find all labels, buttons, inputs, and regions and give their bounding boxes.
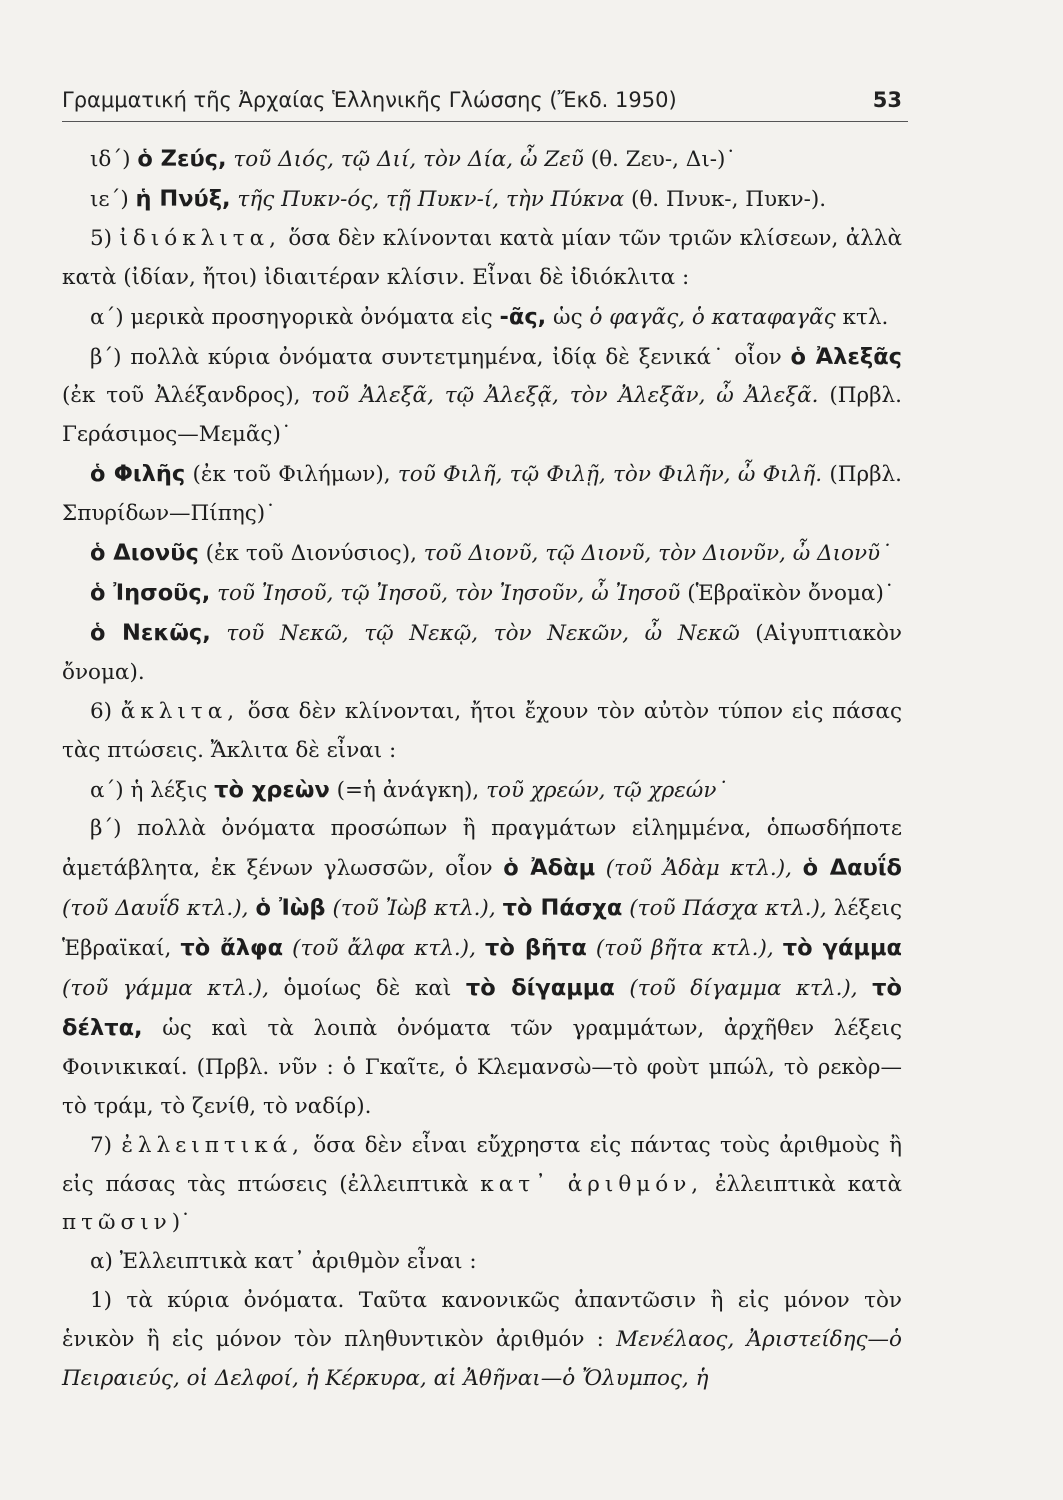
text: ὅσα δὲν εἶναι εὔχρηστα εἰς πάντας τοὺς ἀριθμοὺς ἢ εἰς πάσας τὰς πτώσεις (ἐλλειπτικὰ [62,1132,902,1197]
paragraph [62,455,902,534]
text: ὅσα δὲν κλίνονται, ἤτοι ἔχουν τὸν αὐτὸν τύπον εἰς πάσας τὰς πτώσεις. Ἄκλιτα δὲ εἶναι : [62,698,902,763]
text: 6) [90,698,121,724]
text: (ἐκ τοῦ Φιλήμων), [185,462,398,488]
headword: τὸ δίγαμμα [465,975,615,1002]
paragraph [62,771,902,811]
headword: τὸ ἄλφα [180,935,284,962]
text: (Πρβλ. Γεράσιμος—Μεμᾶς)˙ [62,383,902,448]
paragraph [62,1282,902,1399]
spaced-term: ἄκλιτα, [120,698,240,724]
header-title: Γραμματική τῆς Ἀρχαίας Ἑλληνικῆς Γλώσσης (Ἔκδ. 1950) [62,88,677,112]
text: β΄) πολλὰ κύρια ὀνόματα συντετμημένα, ἰδίᾳ δὲ ξενικά˙ οἷον [90,344,791,370]
text: τοῦ Διονῦ, τῷ Διονῦ, τὸν Διονῦν, ὦ Διονῦ˙ [423,541,891,567]
text: 7) [90,1132,122,1158]
text: α΄) μερικὰ προσηγορικὰ ὀνόματα εἰς [90,304,500,330]
text: (τοῦ Ἰὼβ κτλ.), [325,896,503,922]
headword: τὸ βῆτα [484,935,587,962]
text: α΄) ἡ λέξις [90,777,215,803]
text: λέξεις Ἑβραϊκαί, [62,896,902,962]
headword: τὸ Πάσχα [502,895,623,922]
paragraph [62,140,902,180]
text: κτλ. [835,304,889,330]
paragraph [62,338,902,456]
text: Μενέλαος, Ἀριστείδης—ὁ Πειραιεύς, οἱ Δελφοί, ἡ Κέρκυρα, αἱ Ἀθῆναι—ὁ Ὄλυμπος, ἡ [62,1327,902,1392]
headword: ὁ Ζεύς, [137,146,227,172]
text: α) Ἐλλειπτικὰ κατ᾽ ἀριθμὸν εἶναι : [90,1249,477,1275]
text: ὁ φαγᾶς, ὁ καταφαγᾶς [589,304,836,330]
main-text [62,140,902,1399]
text: τοῦ Ἀλεξᾶ, τῷ Ἀλεξᾷ, τὸν Ἀλεξᾶν, ὦ Ἀλεξᾶ. [311,383,819,409]
text: ὡς [546,304,590,330]
page-number: 53 [872,88,902,112]
running-header [62,88,902,112]
text: )˙ [171,1210,191,1236]
text: (Αἰγυπτιακὸν ὄνομα). [62,620,903,685]
headword: ὁ Ἀλεξᾶς [790,343,902,370]
paragraph [62,180,902,220]
paragraph [62,810,902,1126]
paragraph [62,534,902,574]
text: (Πρβλ. Σπυρίδων—Πίπης)˙ [62,462,902,527]
text: 5) [90,225,120,251]
spaced-term: πτῶσιν [62,1210,172,1236]
text: τῆς Πυκν-ός, τῇ Πυκν-ί, τὴν Πύκνα [230,186,625,212]
text: τοῦ Φιλῆ, τῷ Φιλῇ, τὸν Φιλῆν, ὦ Φιλῆ. [397,462,823,488]
headword: τὸ δέλτα, [62,975,902,1041]
text: (τοῦ γάμμα κτλ.), [62,976,284,1002]
headword: ὁ Ἰησοῦς, [90,579,211,606]
paragraph [62,574,902,614]
text: (τοῦ δίγαμμα κτλ.), [614,976,873,1002]
headword: ἡ Πνύξ, [135,185,231,212]
text: τοῦ Διός, τῷ Διί, τὸν Δία, ὦ Ζεῦ [226,147,584,172]
paragraph [62,614,902,693]
text: (θ. Πνυκ-, Πυκν-). [624,186,827,212]
text: ιε΄) [90,186,136,212]
text: (τοῦ βῆτα κτλ.), [586,936,783,962]
text: ιδ΄) [90,147,138,172]
headword: -ᾶς, [499,303,547,330]
text: (ἐκ τοῦ Διονύσιος), [198,541,424,567]
headword: ὁ Δαυΐδ [802,855,902,882]
headword: ὁ Ἀδὰμ [503,855,596,882]
text: 1) τὰ κύρια ὀνόματα. Ταῦτα κανονικῶς ἀπαντῶσιν ἢ εἰς μόνον τὸν ἑνικὸν ἢ εἰς μόνον τὸν πληθυντικὸν ἀριθμόν : [62,1288,902,1353]
text: τοῦ χρεών, τῷ χρεών˙ [486,777,728,803]
paragraph [62,1243,902,1282]
text: ὡς καὶ τὰ λοιπὰ ὀνόματα τῶν γραμμάτων, ἀρχῆθεν λέξεις Φοινικικαί. (Πρβλ. νῦν : ὁ Γκαῖτε, ὁ Κλεμανσὼ—τὸ φοὺτ μπώλ, τὸ ρεκὸρ—τὸ τράμ, τὸ ζενίθ, τὸ ναδίρ). [62,1015,902,1119]
text: ὁμοίως δὲ καὶ [283,976,466,1002]
text: (τοῦ Δαυΐδ κτλ.), [62,896,256,922]
paragraph [62,220,902,298]
paragraph [62,298,902,338]
headword: ὁ Φιλῆς [90,461,186,488]
text: τοῦ Νεκῶ, τῷ Νεκῷ, τὸν Νεκῶν, ὦ Νεκῶ [210,620,740,646]
text: (τοῦ ἄλφα κτλ.), [283,936,485,962]
text: (τοῦ Ἀδὰμ κτλ.), [595,856,803,882]
text: β΄) πολλὰ ὀνόματα προσώπων ἢ πραγμάτων εἰλημμένα, ὁπωσδήποτε ἀμετάβλητα, ἐκ ξένων γλωσσῶν, οἷον [62,816,902,882]
text: (ἐκ τοῦ Ἀλέξανδρος), [62,383,312,409]
headword: ὁ Νεκῶς, [90,619,211,646]
text: (τοῦ Πάσχα κτλ.), [622,896,834,922]
headword: τὸ χρεὼν [214,776,330,803]
headword: ὁ Διονῦς [90,540,199,567]
text: ἐλλειπτικὰ κατὰ [703,1171,902,1197]
text: τοῦ Ἰησοῦ, τῷ Ἰησοῦ, τὸν Ἰησοῦν, ὦ Ἰησοῦ [210,580,681,606]
headword: ὁ Ἰὼβ [255,895,326,922]
spaced-term: ἐλλειπτικά, [121,1132,304,1158]
text: (=ἡ ἀνάγκη), [329,777,487,803]
paragraph [62,1127,902,1244]
text: (Ἑβραϊκὸν ὄνομα)˙ [680,580,895,606]
header-rule [62,121,908,122]
text: (θ. Ζευ-, Δι-)˙ [583,147,737,172]
spaced-term: κατ᾽ ἀριθμόν, [480,1171,704,1197]
headword: τὸ γάμμα [782,935,902,962]
text: ὅσα δὲν κλίνονται κατὰ μίαν τῶν τριῶν κλίσεων, ἀλλὰ κατὰ (ἰδίαν, ἤτοι) ἰδιαιτέραν κλίσιν. Εἶναι δὲ ἰδιόκλιτα : [62,225,902,290]
paragraph [62,693,902,771]
spaced-term: ἰδιόκλιτα, [119,225,281,251]
